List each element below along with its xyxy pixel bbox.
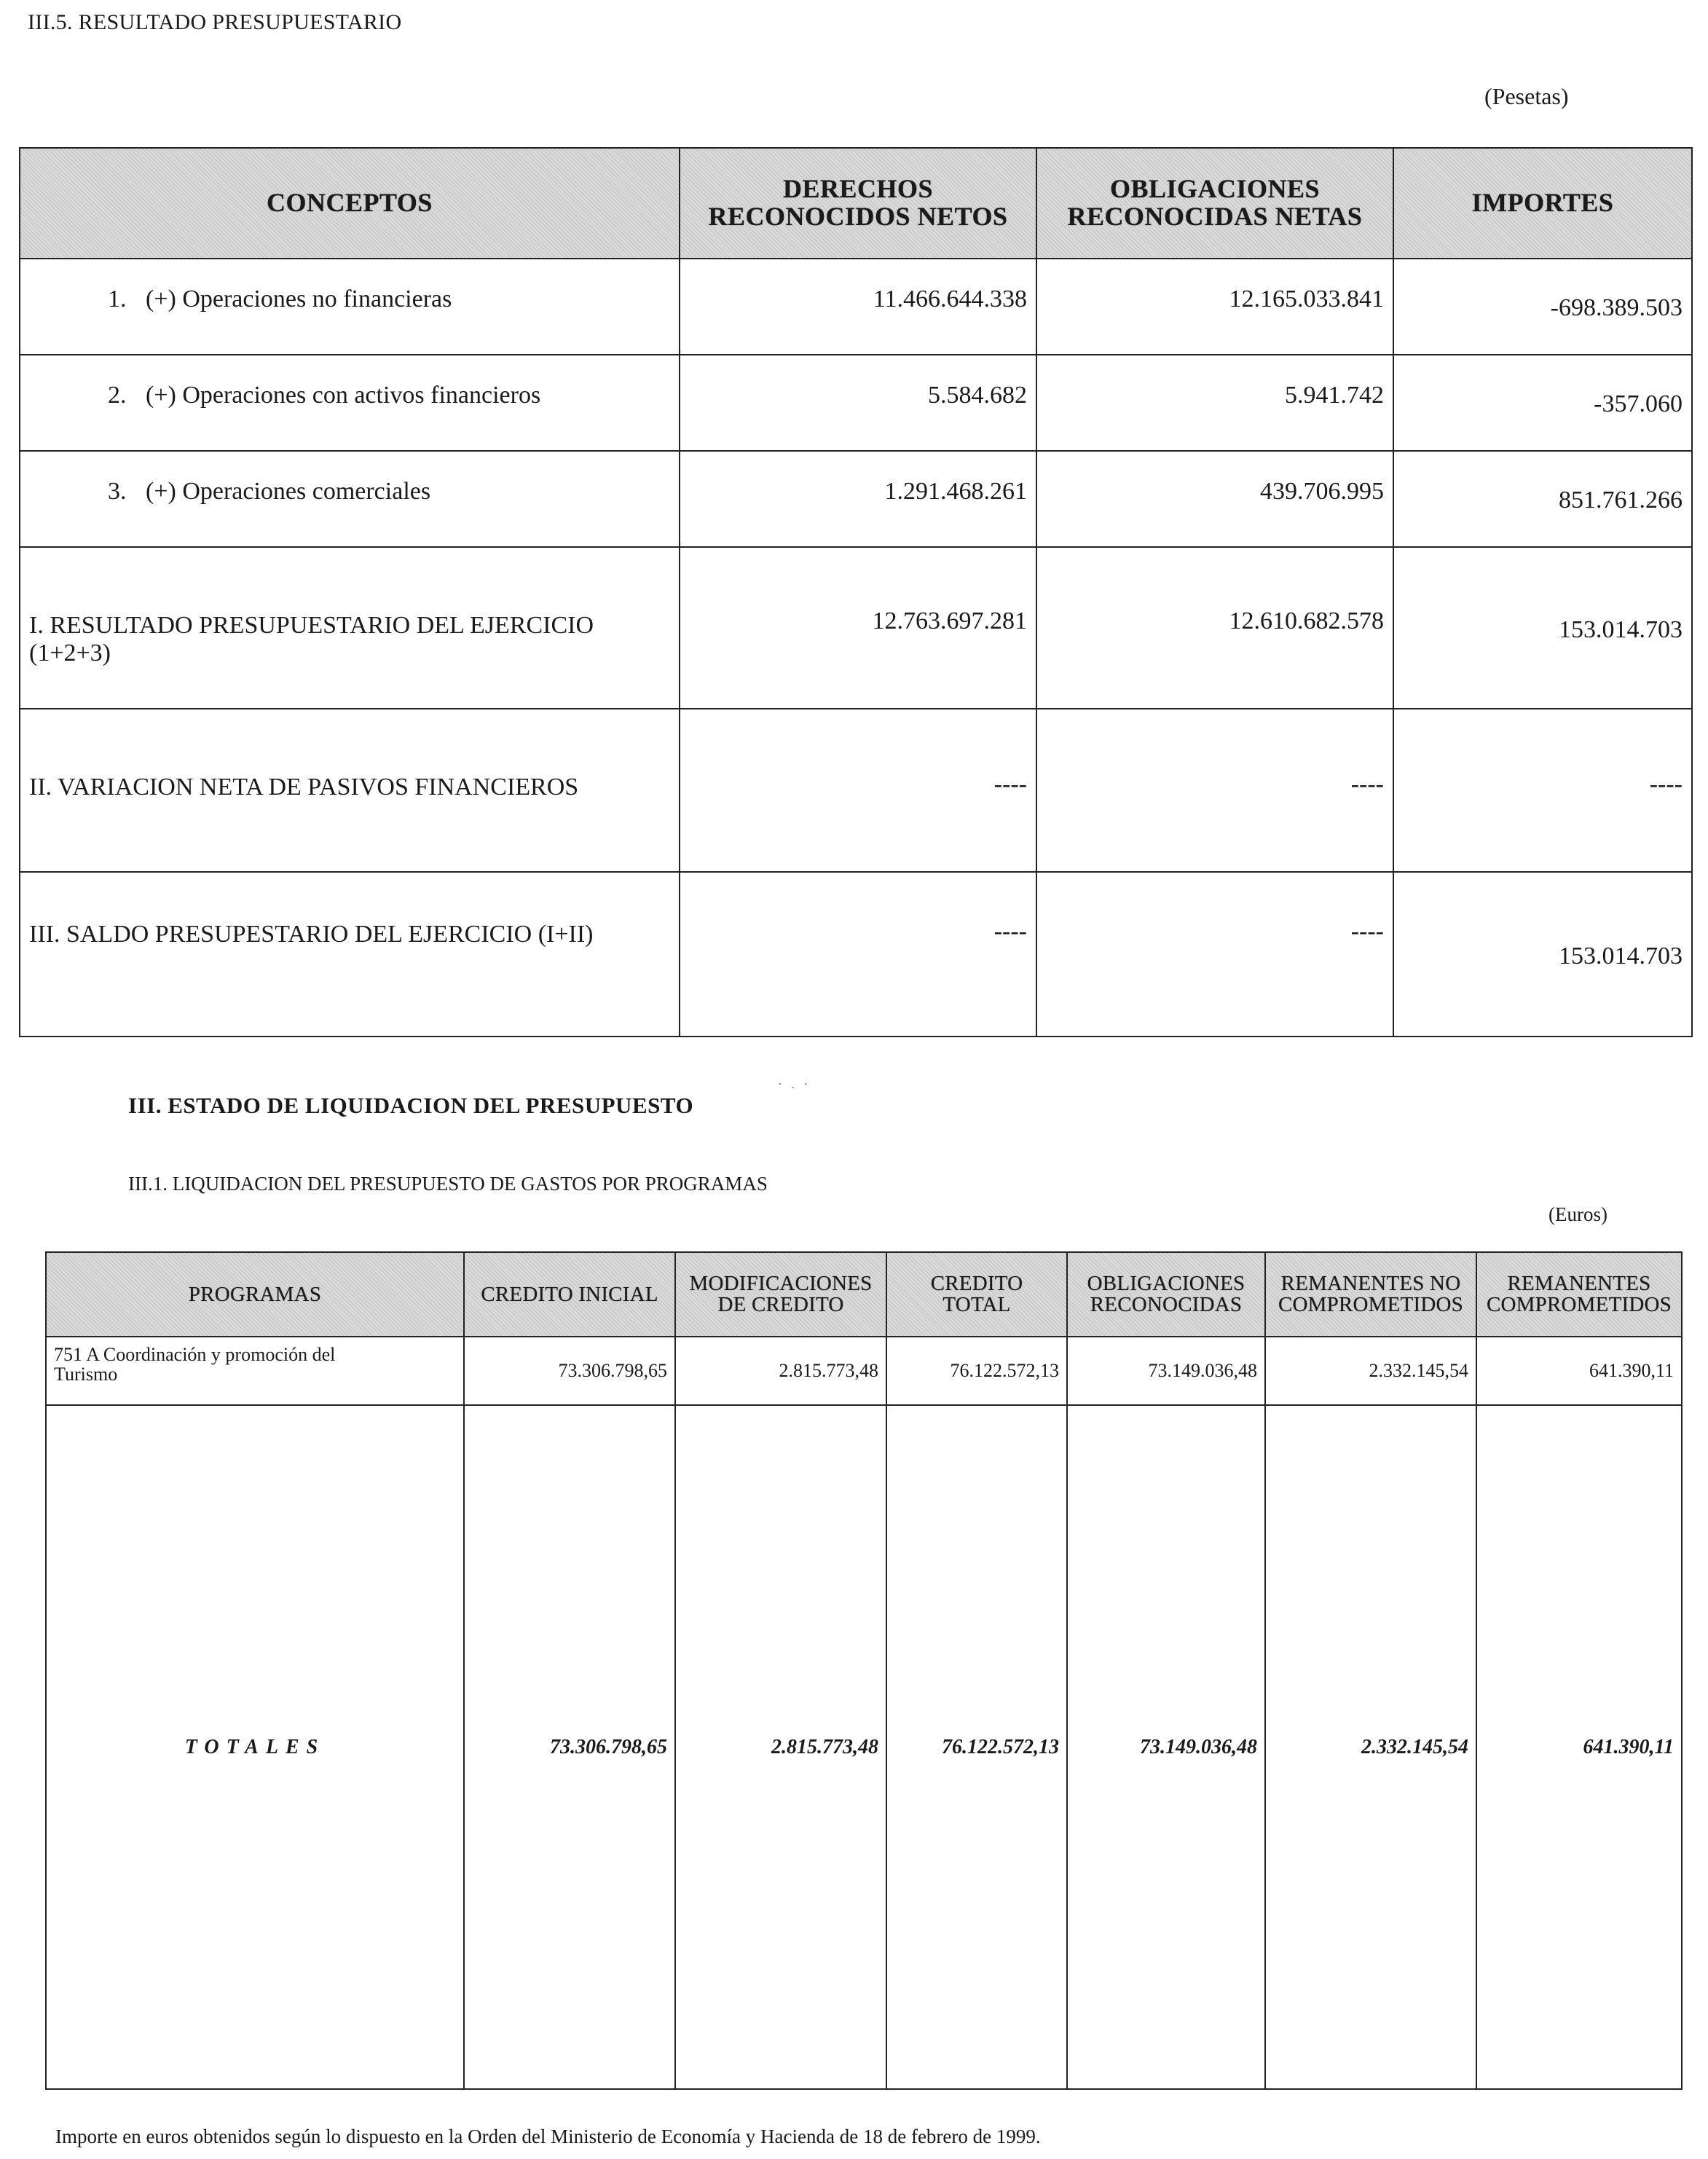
header-obligaciones-line1: OBLIGACIONES: [1087, 1272, 1245, 1295]
total-credito-inicial: 73.306.798,65: [464, 1405, 675, 2089]
table-row: [20, 259, 1692, 355]
header-credito-total-line2: TOTAL: [942, 1293, 1011, 1316]
row-label: (+) Operaciones no financieras: [146, 286, 452, 312]
total-remanentes-no: 2.332.145,54: [1265, 1405, 1476, 2089]
unit-label-euros: (Euros): [1548, 1203, 1607, 1225]
table-row: [20, 709, 1692, 872]
totals-label: TOTALES: [46, 1405, 464, 2089]
importes-cell: -698.389.503: [1393, 259, 1692, 355]
remanentes-no-cell: 2.332.145,54: [1265, 1337, 1476, 1405]
programa-line2: Turismo: [54, 1364, 118, 1385]
header-credito-total-line1: CREDITO: [930, 1272, 1023, 1295]
header-remanentes-line1: REMANENTES: [1507, 1272, 1651, 1295]
header-conceptos: CONCEPTOS: [20, 148, 680, 259]
table-header-row: [46, 1252, 1682, 1337]
importes-cell: -357.060: [1393, 355, 1692, 451]
header-credito-inicial: [464, 1252, 675, 1337]
liquidacion-gastos-table: [45, 1251, 1683, 2090]
totals-row: [46, 1405, 1682, 2089]
table-header-row: [20, 148, 1692, 259]
header-importes: IMPORTES: [1393, 148, 1692, 259]
modificaciones-cell: 2.815.773,48: [675, 1337, 886, 1405]
derechos-cell: 1.291.468.261: [680, 451, 1036, 547]
derechos-cell: 5.584.682: [680, 355, 1036, 451]
resultado-presupuestario-table: [19, 147, 1693, 1037]
credito-inicial-cell: 73.306.798,65: [464, 1337, 675, 1405]
obligaciones-cell: ----: [1036, 872, 1393, 1037]
remanentes-cell: 641.390,11: [1476, 1337, 1682, 1405]
row-label: (+) Operaciones con activos financieros: [146, 382, 541, 409]
obligaciones-cell: 12.610.682.578: [1036, 547, 1393, 709]
header-remanentes-line2: COMPROMETIDOS: [1487, 1293, 1672, 1316]
concepto-cell: III. SALDO PRESUPESTARIO DEL EJERCICIO (I+II): [20, 872, 680, 1037]
table-row: [20, 872, 1692, 1037]
header-obligaciones-line2: RECONOCIDAS: [1090, 1293, 1243, 1316]
total-remanentes: 641.390,11: [1476, 1405, 1682, 2089]
concepto-cell: [20, 451, 680, 547]
obligaciones-cell: ----: [1036, 709, 1393, 872]
total-obligaciones: 73.149.036,48: [1067, 1405, 1265, 2089]
header-remanentes-no-line1: REMANENTES NO: [1280, 1272, 1461, 1295]
credito-total-cell: 76.122.572,13: [886, 1337, 1067, 1405]
importes-cell: ----: [1393, 709, 1692, 872]
importes-cell: 153.014.703: [1393, 872, 1692, 1037]
row-label: (+) Operaciones comerciales: [146, 478, 431, 505]
header-programas-label: PROGRAMAS: [188, 1282, 322, 1306]
section-title: III.5. RESULTADO PRESUPUESTARIO: [28, 10, 402, 34]
concepto-cell: I. RESULTADO PRESUPUESTARIO DEL EJERCICIO (1+2+3): [20, 547, 680, 709]
footnote: Importe en euros obtenidos según lo dispuesto en la Orden del Ministerio de Economía y Hacienda de 18 de febrero de 1999.: [55, 2125, 1041, 2147]
section31-title: III.1. LIQUIDACION DEL PRESUPUESTO DE GASTOS POR PROGRAMAS: [128, 1173, 768, 1195]
importes-cell: 851.761.266: [1393, 451, 1692, 547]
importes-cell: 153.014.703: [1393, 547, 1692, 709]
header-modificaciones: [675, 1252, 886, 1337]
section3-title: III. ESTADO DE LIQUIDACION DEL PRESUPUESTO: [128, 1093, 694, 1118]
scan-speck: · . ·: [778, 1077, 811, 1091]
obligaciones-cell: 439.706.995: [1036, 451, 1393, 547]
header-remanentes: [1476, 1252, 1682, 1337]
programa-cell: [46, 1337, 464, 1405]
header-credito-total: [886, 1252, 1067, 1337]
table-row: [20, 451, 1692, 547]
header-modificaciones-line1: MODIFICACIONES: [689, 1272, 873, 1295]
header-remanentes-no-line2: COMPROMETIDOS: [1278, 1293, 1463, 1316]
header-derechos: DERECHOS RECONOCIDOS NETOS: [680, 148, 1036, 259]
obligaciones-cell: 12.165.033.841: [1036, 259, 1393, 355]
table-row: [20, 355, 1692, 451]
total-credito-total: 76.122.572,13: [886, 1405, 1067, 2089]
derechos-cell: 12.763.697.281: [680, 547, 1036, 709]
total-modificaciones: 2.815.773,48: [675, 1405, 886, 2089]
unit-label-pesetas: (Pesetas): [1484, 83, 1569, 109]
concepto-cell: II. VARIACION NETA DE PASIVOS FINANCIEROS: [20, 709, 680, 872]
programa-line1: 751 A Coordinación y promoción del: [54, 1344, 336, 1365]
derechos-cell: ----: [680, 709, 1036, 872]
derechos-cell: 11.466.644.338: [680, 259, 1036, 355]
row-number: 2.: [108, 382, 127, 409]
concepto-cell: [20, 259, 680, 355]
header-obligaciones-reconocidas: [1067, 1252, 1265, 1337]
header-obligaciones: OBLIGACIONES RECONOCIDAS NETAS: [1036, 148, 1393, 259]
header-programas: [46, 1252, 464, 1337]
header-remanentes-no: [1265, 1252, 1476, 1337]
row-number: 1.: [108, 286, 127, 312]
header-credito-inicial-label: CREDITO INICIAL: [481, 1282, 658, 1306]
table-row: [46, 1337, 1682, 1405]
row-number: 3.: [108, 478, 127, 505]
table-row: [20, 547, 1692, 709]
derechos-cell: ----: [680, 872, 1036, 1037]
obligaciones-cell: 5.941.742: [1036, 355, 1393, 451]
concepto-cell: [20, 355, 680, 451]
obligaciones-cell: 73.149.036,48: [1067, 1337, 1265, 1405]
header-modificaciones-line2: DE CREDITO: [717, 1293, 844, 1316]
